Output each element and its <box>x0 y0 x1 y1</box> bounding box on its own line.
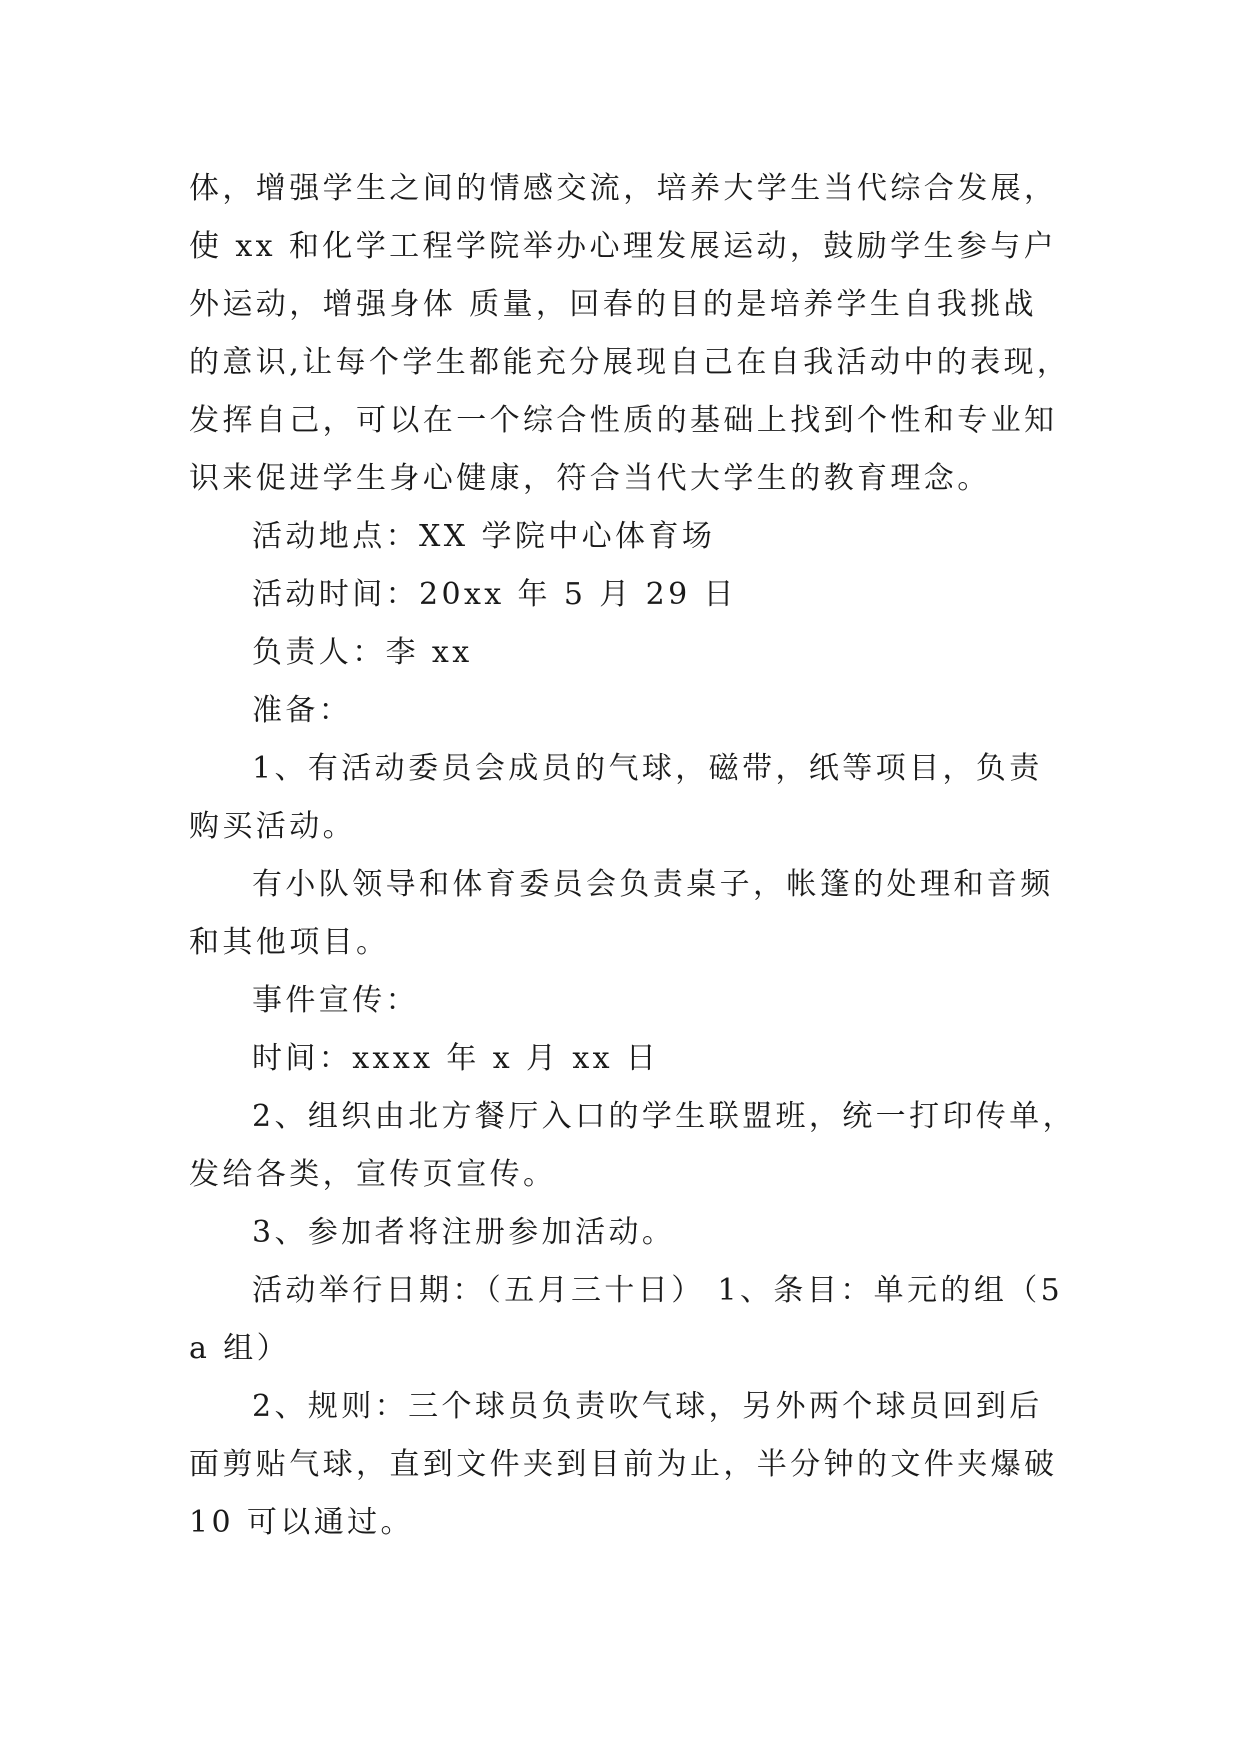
paragraph-person-in-charge <box>189 624 1069 682</box>
text-line: 和其他项目。 <box>189 925 390 960</box>
text-line: 外运动，增强身体 质量，回春的目的是培养学生自我挑战 <box>189 287 1037 322</box>
text-line: 识来促进学生身心健康，符合当代大学生的教育理念。 <box>189 461 991 496</box>
text-line: 负责人：李 xx <box>252 635 473 670</box>
paragraph-publicity-3 <box>189 1204 1069 1262</box>
paragraph-preparation-2 <box>189 856 1069 972</box>
paragraph-preparation-1 <box>189 740 1069 856</box>
text-line: 1、有活动委员会成员的气球，磁带，纸等项目，负责 <box>252 751 1043 786</box>
text-line: 准备： <box>252 693 353 728</box>
text-line: 活动举行日期：（五月三十日） 1、条目：单元的组（5 <box>252 1273 1064 1308</box>
paragraph-publicity-heading <box>189 972 1069 1030</box>
text-line: 体，增强学生之间的情感交流，培养大学生当代综合发展， <box>189 171 1058 206</box>
text-line: a 组） <box>189 1331 291 1366</box>
document-body <box>189 160 1077 1552</box>
text-line: 事件宣传： <box>252 983 419 1018</box>
text-line: 面剪贴气球，直到文件夹到目前为止，半分钟的文件夹爆破 <box>189 1447 1058 1482</box>
text-line: 10 可以通过。 <box>189 1505 414 1540</box>
text-line: 时间：xxxx 年 x 月 xx 日 <box>252 1041 660 1076</box>
paragraph-event-date <box>189 1262 1069 1378</box>
text-line: 2、组织由北方餐厅入口的学生联盟班，统一打印传单， <box>252 1099 1077 1134</box>
paragraph-publicity-2 <box>189 1088 1077 1204</box>
paragraph-location <box>189 508 1069 566</box>
paragraph-publicity-time <box>189 1030 1069 1088</box>
text-line: 活动地点：XX 学院中心体育场 <box>252 519 716 554</box>
text-line: 活动时间：20xx 年 5 月 29 日 <box>252 577 737 612</box>
text-line: 2、规则：三个球员负责吹气球，另外两个球员回到后 <box>252 1389 1043 1424</box>
text-line: 发挥自己，可以在一个综合性质的基础上找到个性和专业知 <box>189 403 1058 438</box>
paragraph-intro <box>189 160 1069 508</box>
paragraph-rules <box>189 1378 1069 1552</box>
text-line: 发给各类，宣传页宣传。 <box>189 1157 557 1192</box>
paragraph-preparation-heading <box>189 682 1069 740</box>
text-line: 使 xx 和化学工程学院举办心理发展运动，鼓励学生参与户 <box>189 229 1058 264</box>
text-line: 3、参加者将注册参加活动。 <box>252 1215 676 1250</box>
text-line: 的意识,让每个学生都能充分展现自己在自我活动中的表现， <box>189 345 1071 380</box>
text-line: 有小队领导和体育委员会负责桌子，帐篷的处理和音频 <box>252 867 1054 902</box>
paragraph-time <box>189 566 1069 624</box>
text-line: 购买活动。 <box>189 809 356 844</box>
